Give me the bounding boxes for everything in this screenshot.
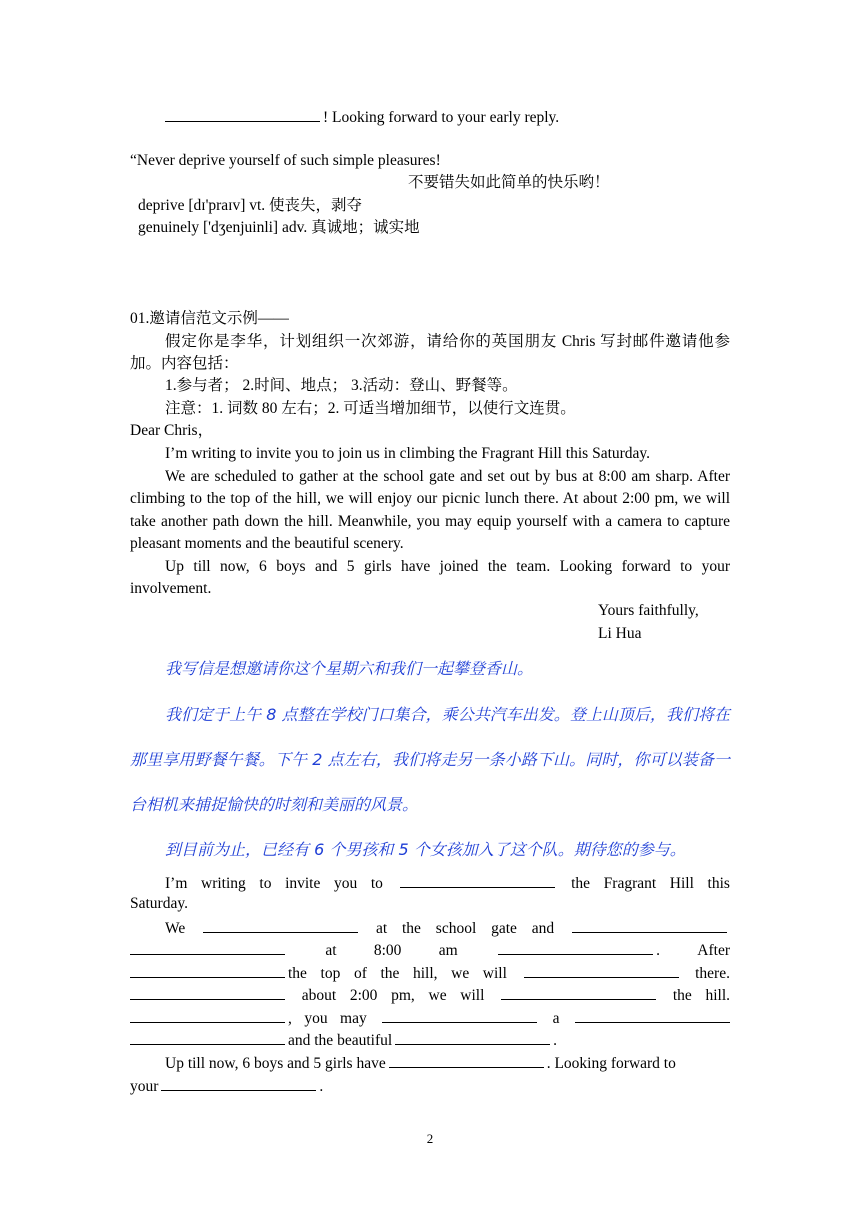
- answer-blank[interactable]: [524, 962, 679, 978]
- letter-closing: Yours faithfully,: [598, 602, 699, 619]
- answer-blank[interactable]: [130, 1029, 285, 1045]
- exercise-line-4: at 8:00 am . After: [130, 939, 730, 961]
- answer-blank[interactable]: [382, 1007, 537, 1023]
- answer-blank[interactable]: [501, 984, 656, 1000]
- prompt-content-list: 1.参与者； 2.时间、地点； 3.活动：登山、野餐等。: [165, 377, 518, 394]
- translation-paragraph-2: 我们定于上午 8 点整在学校门口集合，乘公共汽车出发。登上山顶后，我们将在那里享用野餐午餐。下午 2 点左右，我们将走另一条小路下山。同时，你可以装备一台相机来捕捉愉快的时刻和美丽的风景。: [130, 705, 730, 814]
- exercise-line-1: I’m writing to invite you to the Fragrant Hill this: [165, 872, 730, 894]
- letter-salutation: Dear Chris，: [130, 422, 214, 439]
- translation-paragraph-1: 我写信是想邀请你这个星期六和我们一起攀登香山。: [165, 659, 534, 678]
- reply-line: [165, 106, 559, 128]
- answer-blank[interactable]: [389, 1052, 544, 1068]
- translation-paragraph-3: 到目前为止，已经有 6 个男孩和 5 个女孩加入了这个队。期待您的参与。: [165, 840, 686, 859]
- letter-paragraph-2: We are scheduled to gather at the school gate and set out by bus at 8:00 am sharp. After climbing to the top of the hill, we will enjoy our picnic lunch there. At about 2:00 pm, we will take another path down the hill. Meanwhile, you may equip yourself with a camera to capture pleasant moments and the beautiful scenery.: [130, 468, 730, 553]
- exercise-line-8: and the beautiful .: [130, 1029, 557, 1051]
- answer-blank[interactable]: [575, 1007, 730, 1023]
- quote-english: “Never deprive yourself of such simple pleasures!: [130, 152, 441, 169]
- writing-prompt: 假定你是李华，计划组织一次郊游，请给你的英国朋友 Chris 写封邮件邀请他参加。内容包括：: [130, 333, 730, 373]
- exercise-line-5: the top of the hill, we will there.: [130, 962, 730, 984]
- section-heading: 01.邀请信范文示例——: [130, 310, 289, 327]
- answer-blank[interactable]: [130, 939, 285, 955]
- answer-blank[interactable]: [130, 984, 285, 1000]
- exercise-line-7: , you may a: [130, 1007, 730, 1029]
- letter-paragraph-1: I’m writing to invite you to join us in climbing the Fragrant Hill this Saturday.: [165, 445, 651, 462]
- answer-blank[interactable]: [130, 962, 285, 978]
- exercise-line-9: Up till now, 6 boys and 5 girls have . Looking forward to: [165, 1052, 730, 1074]
- exercise-line-10: your .: [130, 1075, 323, 1097]
- answer-blank[interactable]: [498, 939, 653, 955]
- quote-chinese: 不要错失如此简单的快乐哟！: [408, 174, 610, 191]
- answer-blank[interactable]: [165, 106, 320, 122]
- answer-blank[interactable]: [400, 872, 555, 888]
- exercise-line-2: Saturday.: [130, 895, 188, 912]
- reply-text: ! Looking forward to your early reply.: [323, 109, 560, 126]
- letter-paragraph-3: Up till now, 6 boys and 5 girls have joined the team. Looking forward to your involvement.: [130, 558, 730, 598]
- answer-blank[interactable]: [130, 1007, 285, 1023]
- letter-signature: Li Hua: [598, 625, 642, 642]
- answer-blank[interactable]: [203, 917, 358, 933]
- vocab-deprive: deprive [dɪ'praɪv] vt. 使丧失，剥夺: [138, 197, 363, 214]
- answer-blank[interactable]: [395, 1029, 550, 1045]
- page-number: 2: [426, 1131, 434, 1146]
- prompt-notes: 注意：1. 词数 80 左右；2. 可适当增加细节，以使行文连贯。: [165, 400, 576, 417]
- vocab-genuinely: genuinely ['dʒenjuinli] adv. 真诚地；诚实地: [138, 219, 420, 236]
- answer-blank[interactable]: [161, 1075, 316, 1091]
- answer-blank[interactable]: [572, 917, 727, 933]
- exercise-line-6: about 2:00 pm, we will the hill.: [130, 984, 730, 1006]
- exercise-line-3: We at the school gate and: [165, 917, 730, 939]
